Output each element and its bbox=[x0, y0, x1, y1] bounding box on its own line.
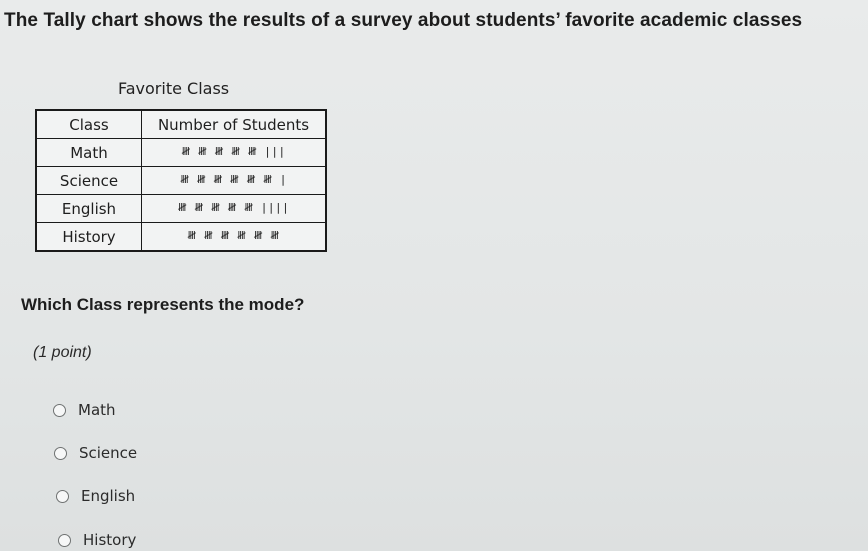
mode-question: Which Class represents the mode? bbox=[21, 295, 305, 314]
radio-button-icon[interactable] bbox=[58, 534, 71, 547]
radio-button-icon[interactable] bbox=[53, 404, 66, 417]
column-header-number-of-students: Number of Students bbox=[142, 110, 327, 139]
tally-cell: 𝍸 𝍸 𝍸 𝍸 𝍸 𝍸 bbox=[142, 223, 327, 252]
radio-button-icon[interactable] bbox=[54, 447, 67, 460]
tally-cell: 𝍸 𝍸 𝍸 𝍸 𝍸 |||| bbox=[142, 195, 327, 223]
points-label: (1 point) bbox=[33, 344, 92, 361]
class-cell: Science bbox=[36, 167, 142, 195]
question-prompt: The Tally chart shows the results of a survey about students’ favorite academic classes bbox=[4, 10, 803, 31]
table-caption: Favorite Class bbox=[118, 79, 230, 98]
tally-table bbox=[35, 109, 327, 252]
table-header-row bbox=[36, 110, 326, 139]
class-cell: History bbox=[36, 223, 142, 252]
option-english[interactable] bbox=[56, 487, 135, 505]
tally-cell: 𝍸 𝍸 𝍸 𝍸 𝍸 𝍸 | bbox=[142, 167, 327, 195]
tally-cell: 𝍸 𝍸 𝍸 𝍸 𝍸 ||| bbox=[142, 139, 327, 167]
option-history[interactable] bbox=[58, 531, 136, 549]
class-cell: Math bbox=[36, 139, 142, 167]
option-label: Math bbox=[78, 401, 116, 419]
option-label: History bbox=[83, 531, 137, 549]
option-science[interactable] bbox=[54, 444, 137, 462]
option-label: English bbox=[81, 487, 136, 505]
table-row bbox=[36, 167, 326, 195]
option-label: Science bbox=[79, 444, 138, 462]
radio-button-icon[interactable] bbox=[56, 490, 69, 503]
class-cell: English bbox=[36, 195, 142, 223]
table-row bbox=[36, 223, 326, 252]
option-math[interactable] bbox=[53, 401, 116, 419]
table-row bbox=[36, 195, 326, 223]
table-row bbox=[36, 139, 326, 167]
column-header-class: Class bbox=[36, 110, 142, 139]
